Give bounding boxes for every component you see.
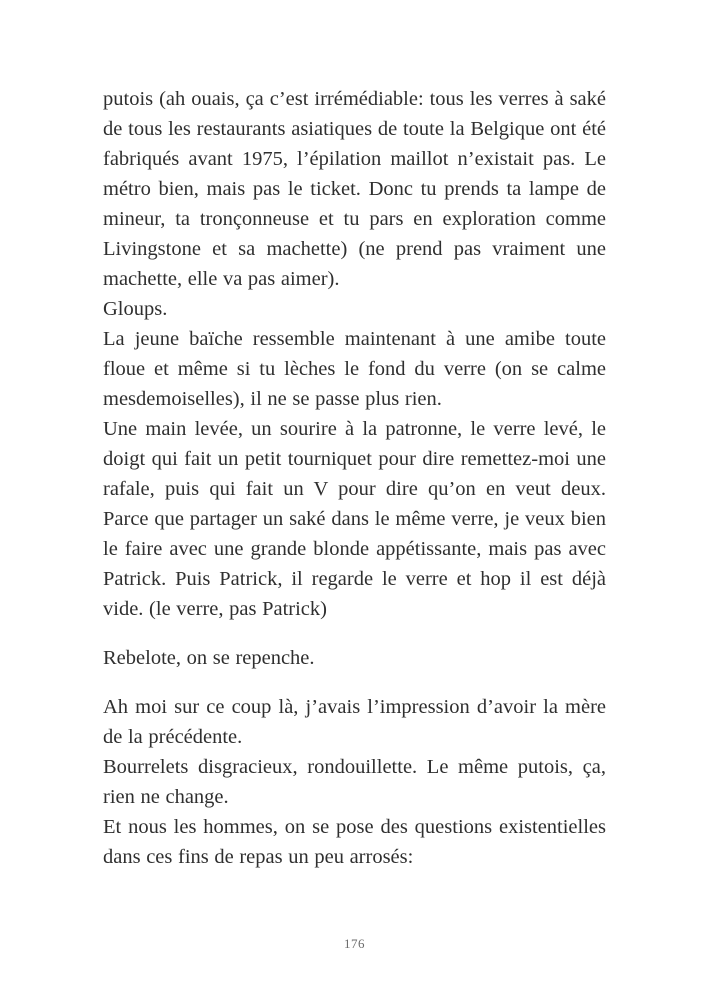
- paragraph: Et nous les hommes, on se pose des questions existentielles dans ces fins de repas un peu arrosés:: [103, 816, 606, 868]
- page-number: 176: [344, 936, 365, 951]
- paragraph: Une main levée, un sourire à la patronne, le verre levé, le doigt qui fait un petit tourniquet pour dire remettez-moi une rafale, puis qui fait un V pour dire qu’on en veut deux. Parce que partager un saké dans le même verre, je veux bien le faire avec une grande blonde appétissante, mais pas avec Patrick. Puis Patrick, il regarde le verre et hop il est déjà vide. (le verre, pas Patrick): [103, 418, 606, 620]
- paragraph: Bourrelets disgracieux, rondouillette. Le même putois, ça, rien ne change.: [103, 756, 606, 808]
- paragraph: Rebelote, on se repenche.: [103, 647, 315, 669]
- page-text: [103, 84, 606, 872]
- paragraph: Gloups.: [103, 298, 168, 320]
- paragraph: Ah moi sur ce coup là, j’avais l’impression d’avoir la mère de la précédente.: [103, 696, 606, 748]
- paragraph: La jeune baïche ressemble maintenant à une amibe toute floue et même si tu lèches le fond du verre (on se calme mesdemoiselles), il ne se passe plus rien.: [103, 328, 606, 410]
- paragraph: putois (ah ouais, ça c’est irrémédiable: tous les verres à saké de tous les restaurants asiatiques de toute la Belgique ont été fabriqués avant 1975, l’épilation maillot n’existait pas. Le métro bien, mais pas le ticket. Donc tu prends ta lampe de mineur, ta tronçonneuse et tu pars en exploration comme Livingstone et sa machette) (ne prend pas vraiment une machette, elle va pas aimer).: [103, 88, 606, 290]
